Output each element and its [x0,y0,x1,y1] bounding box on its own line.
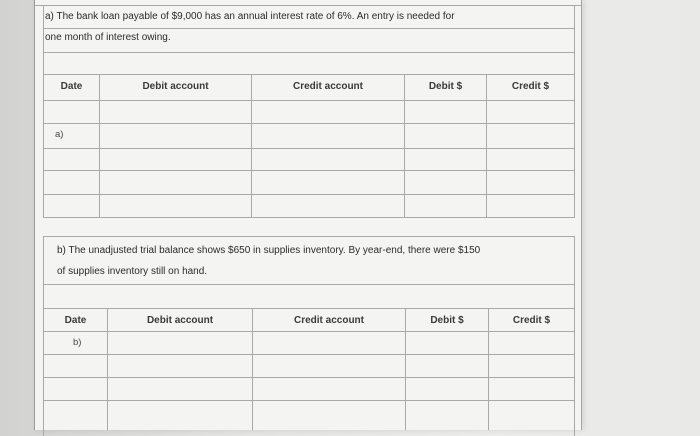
rule [486,74,487,217]
rule [43,377,575,378]
table-a-header-date: Date [60,81,83,92]
question-b-text [47,240,575,282]
rule [43,74,575,75]
rule [43,236,44,436]
rule [43,52,575,53]
rule [404,74,405,217]
question-a-line1: a) The bank loan payable of $9,000 has an annual interest rate of 6%. An entry is needed for [45,11,455,22]
rule [43,148,575,149]
question-b-line2: of supplies inventory still on hand. [57,266,208,277]
rule [43,5,44,217]
table-b-row-label: b) [73,337,82,348]
table-b-header-date: Date [64,315,87,326]
rule [252,308,253,430]
rule [43,100,575,101]
rule [488,308,489,430]
rule [251,74,252,217]
rule [35,5,581,6]
rule [43,331,575,332]
table-a-header-debit-amount: Debit $ [428,81,463,92]
rule [43,308,575,309]
table-b-header-debit-amount: Debit $ [430,315,464,326]
rule [107,308,108,430]
rule [43,236,575,237]
rule [43,354,575,355]
table-b-header-debit-account: Debit account [146,315,214,326]
rule [99,74,100,217]
table-a-header-credit-account: Credit account [292,81,363,92]
table-b-header-credit-account: Credit account [293,315,364,326]
table-a-row-label: a) [55,129,64,140]
rule [43,284,575,285]
rule [574,5,575,217]
worksheet-page [34,0,582,430]
question-b-line1: b) The unadjusted trial balance shows $650 in supplies inventory. By year-end, there were $150 [57,245,481,256]
rule [405,308,406,430]
rule [43,123,575,124]
rule [43,170,575,171]
question-a-text [35,6,581,48]
table-b-header-credit-amount: Credit $ [512,315,551,326]
rule [43,217,575,218]
rule [43,28,575,29]
table-a-header-credit-amount: Credit $ [511,81,550,92]
rule [43,400,575,401]
question-a-line2: one month of interest owing. [45,32,171,43]
table-a-header-debit-account: Debit account [142,81,209,92]
rule [43,194,575,195]
